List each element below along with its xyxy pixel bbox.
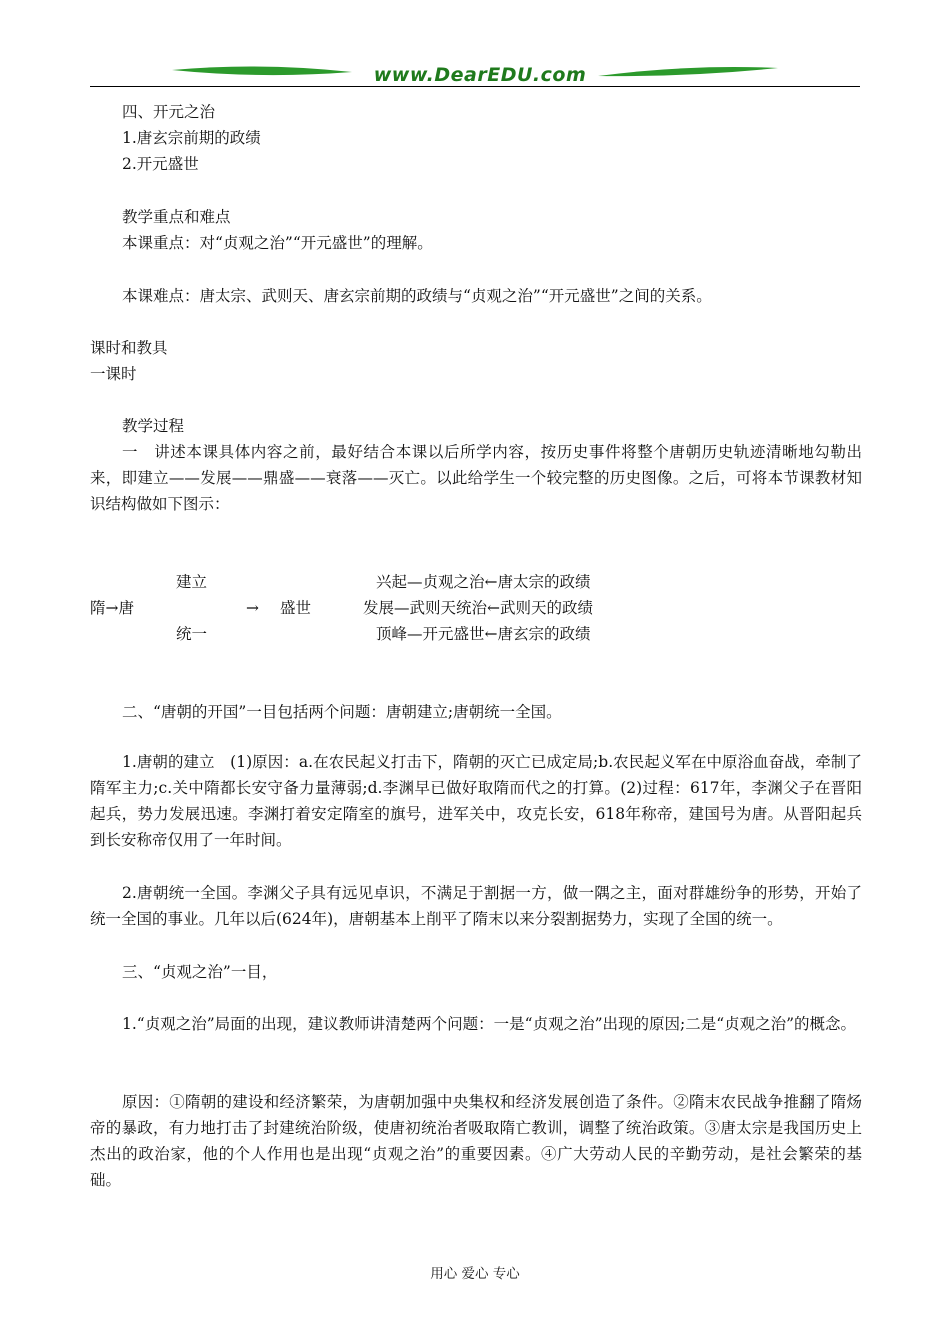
diagram-left: 隋→唐 [90,599,134,617]
keypoints-difficulty: 本课难点：唐太宗、武则天、唐玄宗前期的政绩与“贞观之治”“开元盛世”之间的关系。 [122,287,712,305]
section3-paragraph-1: 1.“贞观之治”局面的出现，建议教师讲清楚两个问题：一是“贞观之治”出现的原因;二是“贞观之治”的概念。 [122,1015,857,1033]
section2-intro: 二、“唐朝的开国”一目包括两个问题：唐朝建立;唐朝统一全国。 [122,703,562,721]
diagram-arrow: → [246,599,259,617]
diagram-right-1: 兴起—贞观之治←唐太宗的政绩 [376,573,591,591]
schedule-value: 一课时 [90,365,137,383]
diagram-top: 建立 [176,573,208,591]
section2-paragraph-2: 2.唐朝统一全国。李渊父子具有远见卓识，不满足于割据一方，做一隅之主，面对群雄纷争的形势，开始了统一全国的事业。几年以后(624年)，唐朝基本上削平了隋末以来分裂割据势力，实现了全国的统一。 [90,884,862,928]
section3-paragraph-2: 原因：①隋朝的建设和经济繁荣，为唐朝加强中央集权和经济发展创造了条件。②隋末农民战争推翻了隋炀帝的暴政，有力地打击了封建统治阶级，使唐初统治者吸取隋亡教训，调整了统治政策。③唐太宗是我国历史上杰出的政治家，他的个人作用也是出现“贞观之治”的重要因素。④广大劳动人民的辛勤劳动，是社会繁荣的基础。 [90,1093,862,1189]
header-rule [90,86,860,87]
section2-paragraph-1: 1.唐朝的建立 (1)原因：a.在农民起义打击下，隋朝的灭亡已成定局;b.农民起义军在中原浴血奋战，牵制了隋军主力;c.关中隋都长安守备力量薄弱;d.李渊早已做好取隋而代之的打算。(2)过程：617年，李渊父子在晋阳起兵，势力发展迅速。李渊打着安定隋室的旗号，进军关中，攻克长安，618年称帝，建国号为唐。从晋阳起兵到长安称帝仅用了一年时间。 [90,753,862,849]
keypoints-heading: 教学重点和难点 [122,208,231,226]
left-swoosh-icon [172,66,352,75]
page-header [0,0,950,92]
keypoints-focus: 本课重点：对“贞观之治”“开元盛世”的理解。 [122,234,433,252]
diagram-middle: 盛世 [280,599,312,617]
right-swoosh-icon [598,67,778,76]
schedule-heading: 课时和教具 [90,339,168,357]
outline-section4: 四、开元之治 [122,103,216,121]
outline-item1: 1.唐玄宗前期的政绩 [122,129,261,147]
process-paragraph-1: 一 讲述本课具体内容之前，最好结合本课以后所学内容，按历史事件将整个唐朝历史轨迹清晰地勾勒出来，即建立——发展——鼎盛——衰落——灭亡。以此给学生一个较完整的历史图像。之后，可将本节课教材知识结构做如下图示： [90,443,862,513]
diagram-right-2: 发展—武则天统治←武则天的政绩 [363,599,593,617]
site-logo: www.DearEDU.com [373,64,587,86]
page-footer: 用心 爱心 专心 [430,1266,520,1282]
section3-intro: 三、“贞观之治”一目， [122,963,278,981]
outline-item2: 2.开元盛世 [122,155,199,173]
diagram-right-3: 顶峰—开元盛世←唐玄宗的政绩 [376,625,591,643]
diagram-bottom: 统一 [176,625,208,643]
process-heading: 教学过程 [122,417,185,435]
